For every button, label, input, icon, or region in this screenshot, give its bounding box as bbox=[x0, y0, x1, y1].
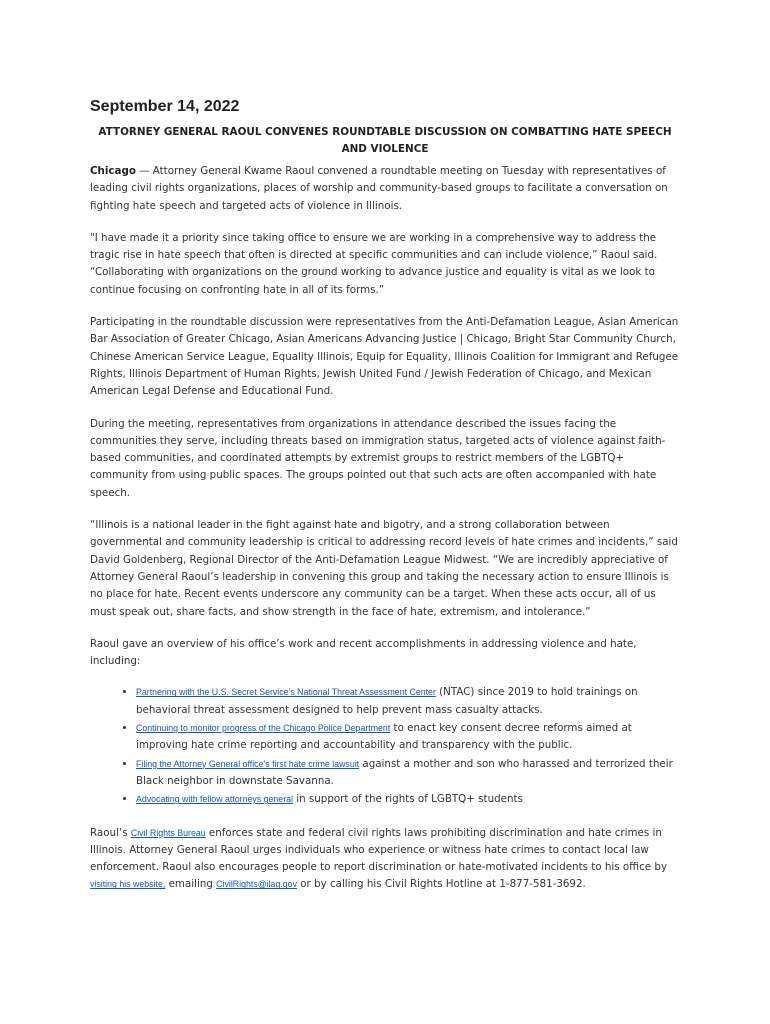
list-item bbox=[136, 684, 682, 719]
hate-crime-lawsuit-link[interactable]: Filing the Attorney General office’s first hate crime lawsuit bbox=[136, 758, 360, 769]
ntac-link[interactable]: Partnering with the U.S. Secret Service’s National Threat Assessment Center bbox=[136, 687, 436, 698]
cpd-link[interactable]: Continuing to monitor progress of the Chicago Police Department bbox=[136, 723, 391, 734]
adl-quote-paragraph: “Illinois is a national leader in the fight against hate and bigotry, and a strong collaboration between governmental and community leadership is critical to addressing record levels of hate crimes and incidents,” said David Goldenberg, Regional Director of the Anti-Defamation League Midwest. “We are incredibly appreciative of Attorney General Raoul’s leadership in convening this group and taking the necessary action to ensure Illinois is no place for hate. Recent events underscore any community can be a target. When these acts occur, all of us must speak out, share facts, and show strength in the face of hate, extremism, and intolerance.” bbox=[90, 519, 678, 618]
closing-paragraph bbox=[90, 825, 682, 894]
list-item bbox=[136, 720, 682, 755]
meeting-paragraph: During the meeting, representatives from organizations in attendance described the issues facing the communities they serve, including threats based on immigration status, targeted acts of violence against faith-based communities, and coordinated attempts by extremist groups to restrict members of the LGBTQ+ community from using public spaces. The groups pointed out that such acts are often accompanied with hate speech. bbox=[90, 417, 666, 499]
article-body bbox=[90, 163, 682, 909]
list-item-text: to enact key consent decree reforms aimed at improving hate crime reporting and accountability and transparency with the public. bbox=[136, 722, 632, 752]
intro-paragraph bbox=[90, 163, 682, 215]
list-item-text: against a mother and son who harassed and terrorized their Black neighbor in downstate Savanna. bbox=[136, 757, 673, 787]
list-item bbox=[136, 756, 682, 791]
dateline-city: Chicago bbox=[90, 165, 136, 177]
closing-text: Raoul’s bbox=[90, 826, 131, 839]
overview-paragraph: Raoul gave an overview of his office’s work and recent accomplishments in addressing violence and hate, including: bbox=[90, 637, 637, 668]
list-item-text: (NTAC) since 2019 to hold trainings on behavioral threat assessment designed to help prevent mass casualty attacks. bbox=[136, 686, 638, 716]
quote-paragraph: "I have made it a priority since taking office to ensure we are working in a comprehensive way to address the tragic rise in hate speech that often is directed at specific communities and can include violence,” Raoul said. “Collaborating with organizations on the ground working to advance justice and equality is vital as we look to continue focusing on confronting hate in all of its forms.” bbox=[90, 231, 658, 296]
closing-text: enforces state and federal civil rights laws prohibiting discrimination and hate crimes in Illinois. Attorney General Raoul urges individuals who experience or witness hate crimes to contact local law enforcement. Raoul also encourages people to report discrimination or hate-motivated incidents to his office by bbox=[90, 826, 668, 874]
intro-text: — Attorney General Kwame Raoul convened a roundtable meeting on Tuesday with representatives of leading civil rights organizations, places of worship and community-based groups to facilitate a conversation on fighting hate speech and targeted acts of violence in Illinois. bbox=[90, 165, 668, 212]
closing-text: emailing bbox=[165, 878, 217, 891]
press-release-headline: ATTORNEY GENERAL RAOUL CONVENES ROUNDTABLE DISCUSSION ON COMBATTING HATE SPEECH AND VIOLENCE bbox=[98, 126, 672, 155]
attorneys-general-link[interactable]: Advocating with fellow attorneys general bbox=[136, 794, 293, 805]
press-release-date: September 14, 2022 bbox=[90, 98, 240, 115]
civil-rights-bureau-link[interactable]: Civil Rights Bureau bbox=[130, 827, 206, 838]
accomplishments-list bbox=[90, 684, 682, 808]
email-link[interactable]: CivilRights@ilag.gov bbox=[216, 879, 297, 890]
list-item-text: in support of the rights of LGBTQ+ students bbox=[292, 793, 523, 806]
website-link[interactable]: visiting his website, bbox=[90, 879, 166, 890]
participants-paragraph: Participating in the roundtable discussion were representatives from the Anti-Defamation League, Asian American Bar Association of Greater Chicago, Asian Americans Advancing Justice | Chicago, Bright Star Community Church, Chinese American Service League, Equality Illinois, Equip for Equality, Illinois Coalition for Immigrant and Refugee Rights, Illinois Department of Human Rights, Jewish United Fund / Jewish Federation of Chicago, and Mexican American Legal Defense and Educational Fund. bbox=[90, 316, 679, 398]
closing-text: or by calling his Civil Rights Hotline at 1-877-581-3692. bbox=[296, 878, 586, 891]
list-item bbox=[136, 791, 682, 808]
